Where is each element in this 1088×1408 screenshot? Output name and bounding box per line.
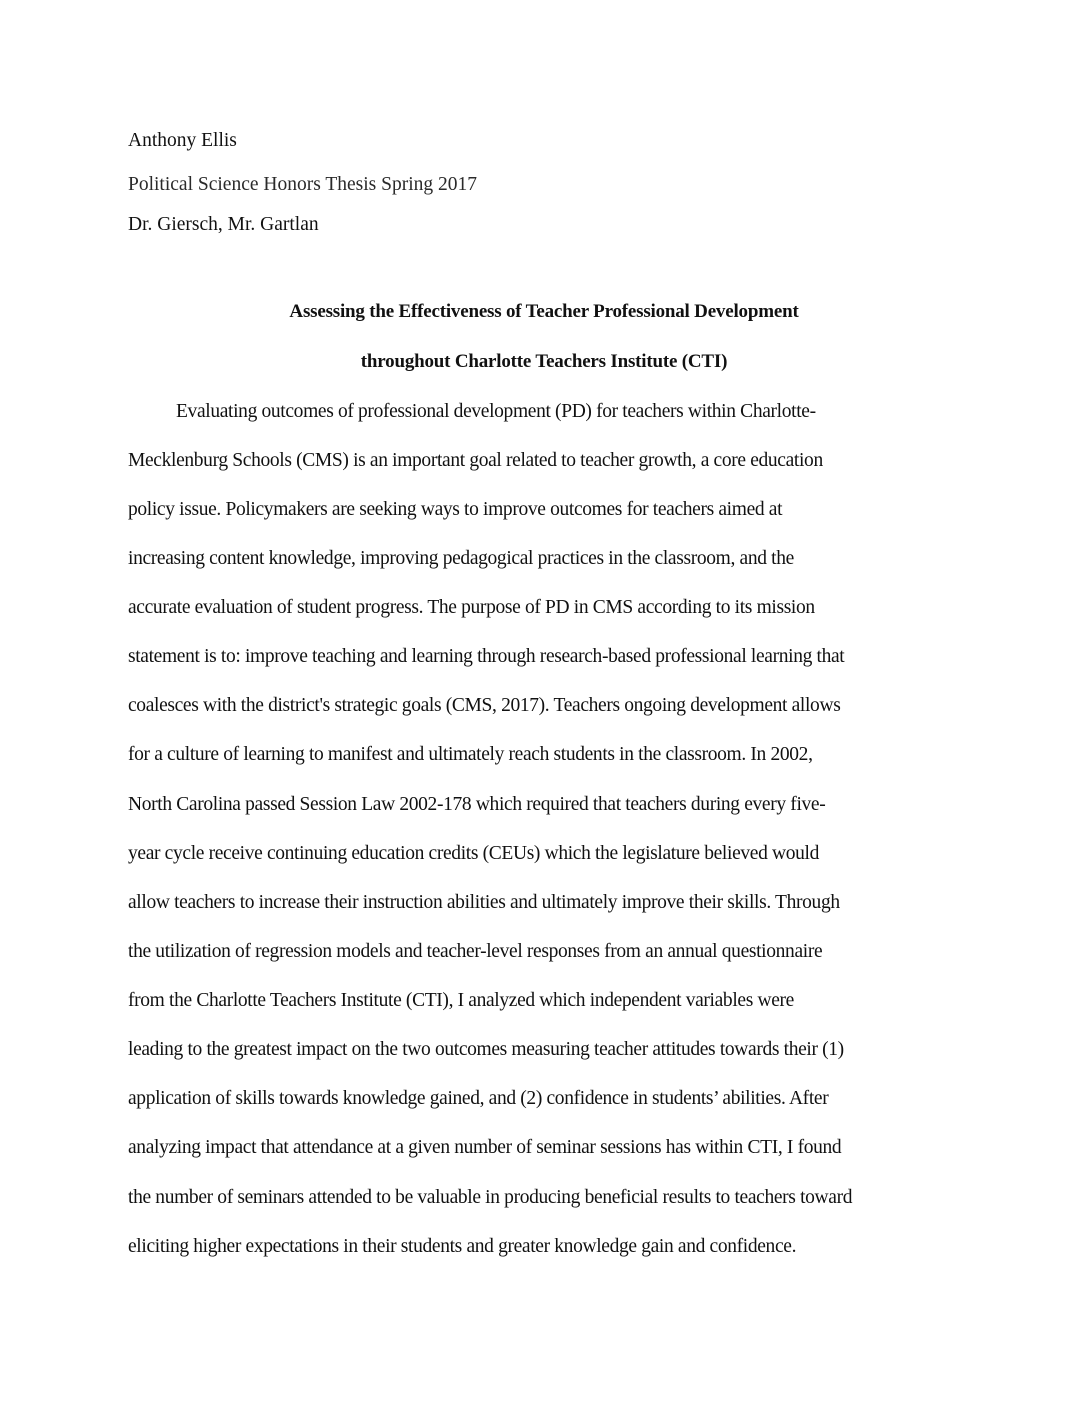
advisors: Dr. Giersch, Mr. Gartlan (128, 214, 319, 235)
document-title-line-2: throughout Charlotte Teachers Institute (CTI) (360, 351, 728, 372)
body-text-line: North Carolina passed Session Law 2002-178 which required that teachers during every five- (128, 794, 826, 815)
body-text-line: allow teachers to increase their instruction abilities and ultimately improve their skills. Through (128, 892, 840, 913)
body-text-line: eliciting higher expectations in their students and greater knowledge gain and confidence. (128, 1236, 797, 1257)
body-text-line: the number of seminars attended to be valuable in producing beneficial results to teachers toward (128, 1187, 853, 1208)
body-text-line: from the Charlotte Teachers Institute (CTI), I analyzed which independent variables were (128, 990, 794, 1011)
body-text-line: leading to the greatest impact on the two outcomes measuring teacher attitudes towards their (1) (128, 1039, 844, 1060)
body-text-line: for a culture of learning to manifest and ultimately reach students in the classroom. In 2002, (128, 744, 813, 765)
body-text-line: coalesces with the district's strategic goals (CMS, 2017). Teachers ongoing development allows (128, 695, 841, 716)
body-text-line: statement is to: improve teaching and learning through research-based professional learning that (128, 646, 845, 667)
body-text-line: Mecklenburg Schools (CMS) is an important goal related to teacher growth, a core education (128, 450, 823, 471)
body-text-line: policy issue. Policymakers are seeking ways to improve outcomes for teachers aimed at (128, 499, 783, 520)
body-text-line: accurate evaluation of student progress. The purpose of PD in CMS according to its mission (128, 597, 815, 618)
body-text-line: year cycle receive continuing education credits (CEUs) which the legislature believed would (128, 843, 820, 864)
body-text-line: Evaluating outcomes of professional development (PD) for teachers within Charlotte- (176, 401, 816, 422)
body-text-line: application of skills towards knowledge gained, and (2) confidence in students’ abilities. After (128, 1088, 829, 1109)
body-text-line: increasing content knowledge, improving pedagogical practices in the classroom, and the (128, 548, 794, 569)
body-text-line: the utilization of regression models and teacher-level responses from an annual questionnaire (128, 941, 823, 962)
course-info: Political Science Honors Thesis Spring 2017 (128, 174, 477, 195)
author-name: Anthony Ellis (128, 130, 237, 151)
document-title-line-1: Assessing the Effectiveness of Teacher Professional Development (289, 301, 799, 322)
body-text-line: analyzing impact that attendance at a given number of seminar sessions has within CTI, I found (128, 1137, 842, 1158)
